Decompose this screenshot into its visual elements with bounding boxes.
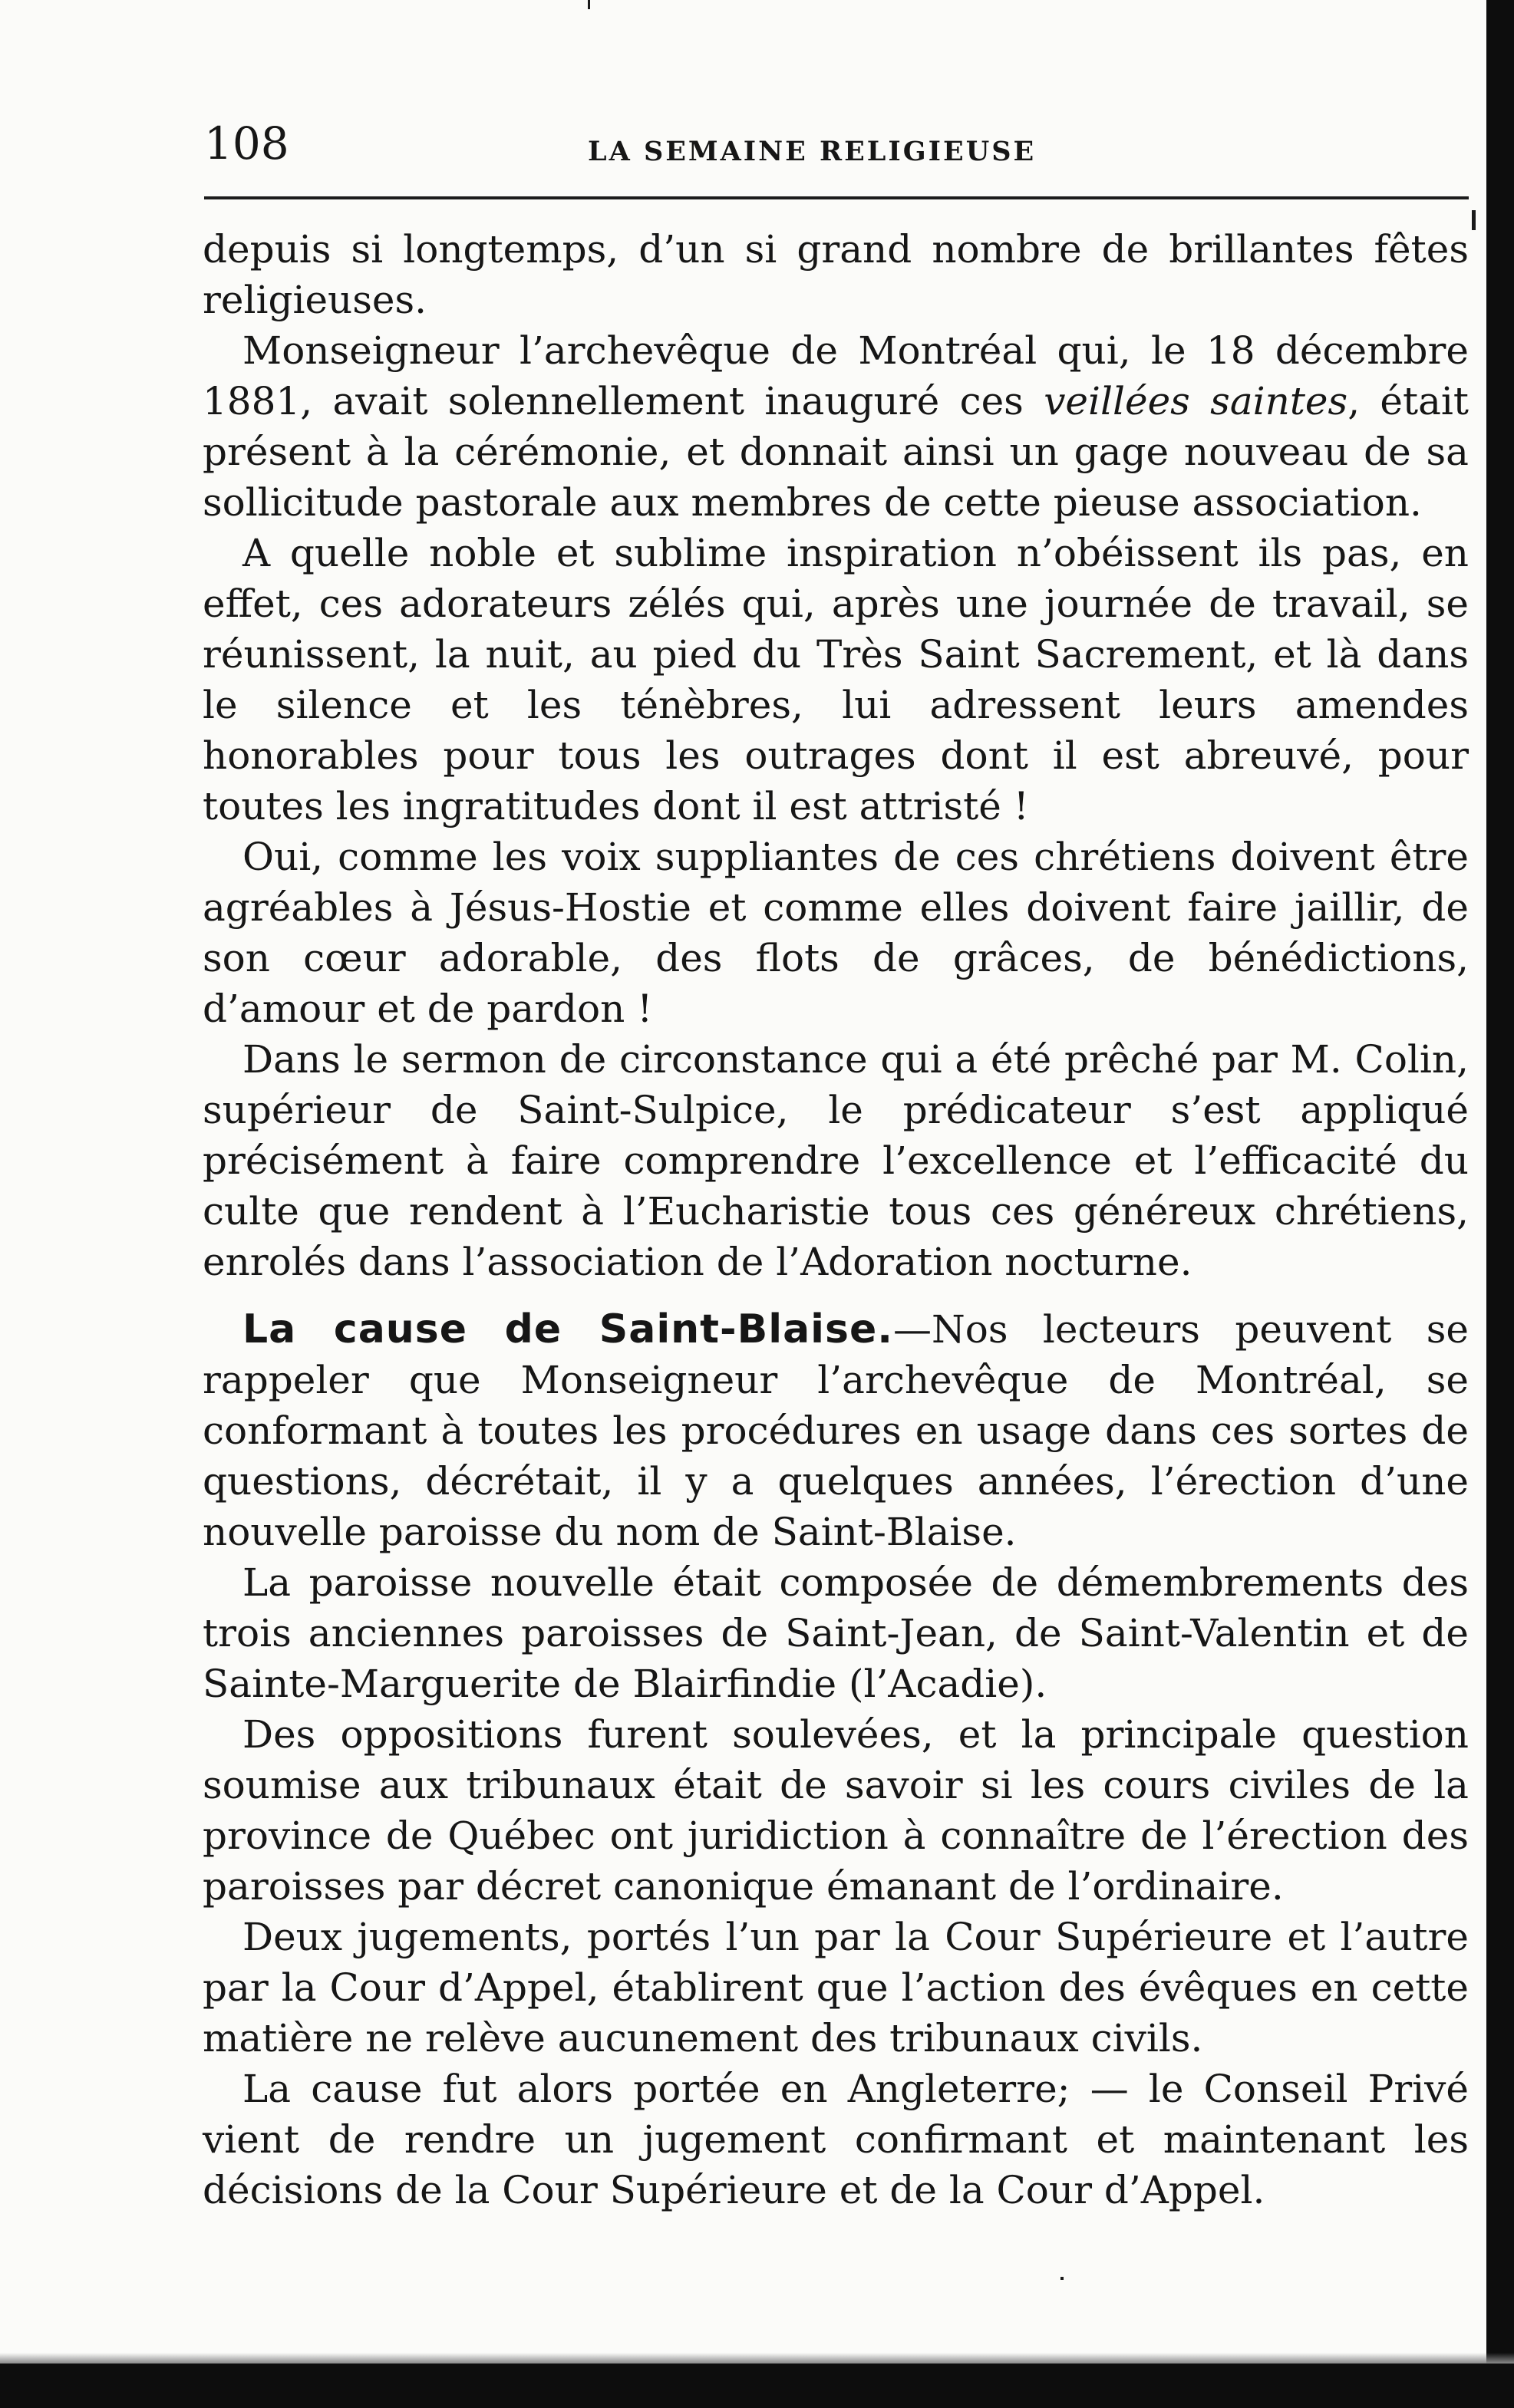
page-number: 108: [204, 117, 289, 170]
paragraph-privy-council: La cause fut alors portée en Angleterre; — le Conseil Privé vient de rendre un jugement confirmant et maintenant les décisions de la Cour Supérieure et de la Cour d’Appel.: [203, 2067, 1469, 2212]
paragraph-adorers: A quelle noble et sublime inspiration n’obéissent ils pas, en effet, ces adorateurs zélés qui, après une journée de travail, se réunissent, la nuit, au pied du Très Saint Sacrement, et là dans le silence et les ténèbres, lui adressent leurs amendes honorables pour tous les outrages dont il est abreuvé, pour toutes les ingratitudes dont il est attristé !: [203, 531, 1469, 828]
scan-mark-top: [588, 0, 590, 9]
paragraph-text: , était présent à la cérémonie, et donnait ainsi un gage nouveau de sa sollicitude pastorale aux membres de cette pieuse association.: [203, 379, 1469, 525]
italic-phrase: veillées saintes: [1044, 379, 1348, 423]
paragraph-text: —Nos lecteurs peuvent se rappeler que Monseigneur l’archevêque de Montréal, se conformant à toutes les procédures en usage dans ces sortes de questions, décrétait, il y a quelques années, l’érection d’une nouvelle paroisse du nom de Saint-Blaise.: [203, 1307, 1469, 1554]
running-title: LA SEMAINE RELIGIEUSE: [588, 136, 1037, 167]
paragraph-judgments: Deux jugements, portés l’un par la Cour Supérieure et l’autre par la Cour d’Appel, établirent que l’action des évêques en cette matière ne relève aucunement des tribunaux civils.: [203, 1915, 1469, 2060]
paragraph-continuation: depuis si longtemps, d’un si grand nombre de brillantes fêtes religieuses.: [203, 227, 1469, 322]
paragraph-archbishop: [203, 325, 1469, 528]
scan-mark-lower: [1060, 2277, 1064, 2280]
paragraph-oppositions: Des oppositions furent soulevées, et la principale question soumise aux tribunaux était de savoir si les cours civiles de la province de Québec ont juridiction à connaître de l’érection des paroisses par décret canonique émanant de l’ordinaire.: [203, 1712, 1469, 1909]
scan-mark-right-top: [1472, 210, 1476, 230]
paragraph-text: Monseigneur l’archevêque de Montréal qui, le 18 décembre 1881, avait solennellement inauguré ces: [203, 328, 1469, 423]
paragraph-sermon: Dans le sermon de circonstance qui a été prêché par M. Colin, supérieur de Saint-Sulpice, le prédicateur s’est appliqué précisément à faire comprendre l’excellence et l’efficacité du culte que rendent à l’Eucharistie tous ces généreux chrétiens, enrolés dans l’association de l’Adoration nocturne.: [203, 1037, 1469, 1284]
paragraph-saint-blaise: [203, 1304, 1469, 1557]
paragraph-parish: La paroisse nouvelle était composée de démembrements des trois anciennes paroisses de Saint-Jean, de Saint-Valentin et de Sainte-Marguerite de Blairfindie (l’Acadie).: [203, 1560, 1469, 1706]
header-rule: [204, 196, 1469, 199]
page-header: [204, 114, 1469, 183]
page-body: [203, 224, 1469, 2215]
section-title: La cause de Saint-Blaise.: [242, 1306, 893, 1352]
scan-edge-right: [1486, 0, 1514, 2408]
scan-edge-shadow: [0, 2353, 1514, 2364]
paragraph-voices: Oui, comme les voix suppliantes de ces chrétiens doivent être agréables à Jésus-Hostie et comme elles doivent faire jaillir, de son cœur adorable, des flots de grâces, de bénédictions, d’amour et de pardon !: [203, 835, 1469, 1031]
scan-edge-bottom: [0, 2364, 1514, 2408]
